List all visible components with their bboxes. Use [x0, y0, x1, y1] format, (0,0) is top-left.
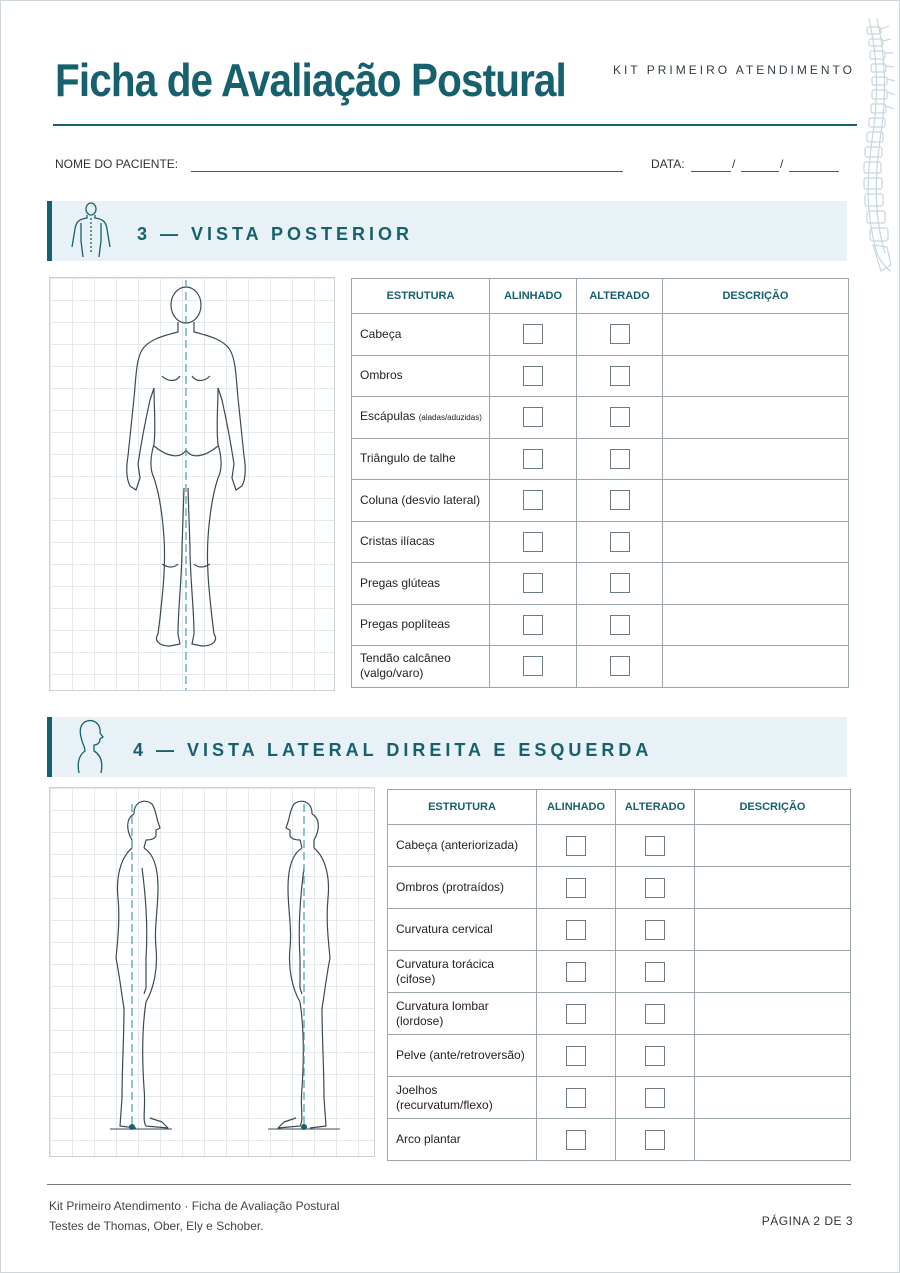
aligned-cell [490, 314, 577, 356]
lateral-figure-left [50, 788, 376, 1158]
lateral-head-icon [73, 717, 109, 775]
section-accent-bar [47, 717, 52, 777]
altered-cell [577, 563, 663, 605]
page-number: PÁGINA 2 DE 3 [761, 1214, 853, 1228]
structure-cell [388, 909, 537, 951]
section-title: 3 — VISTA POSTERIOR [137, 224, 414, 244]
aligned-checkbox[interactable] [566, 1130, 586, 1150]
description-field[interactable] [663, 563, 849, 605]
kit-label: KIT PRIMEIRO ATENDIMENTO [612, 63, 855, 77]
structure-cell [352, 563, 490, 605]
altered-checkbox[interactable] [645, 962, 665, 982]
structure-cell [352, 314, 490, 356]
column-header-structure: ESTRUTURA [388, 790, 537, 825]
altered-cell [577, 646, 663, 688]
altered-cell [577, 438, 663, 480]
description-field[interactable] [663, 521, 849, 563]
description-field[interactable] [695, 867, 851, 909]
description-field[interactable] [663, 604, 849, 646]
aligned-checkbox[interactable] [523, 324, 543, 344]
table-row [352, 314, 849, 356]
structure-cell [352, 604, 490, 646]
spine-icon [847, 13, 897, 275]
aligned-checkbox[interactable] [523, 407, 543, 427]
aligned-cell [537, 867, 616, 909]
altered-checkbox[interactable] [610, 532, 630, 552]
altered-cell [577, 355, 663, 397]
column-header-description: DESCRIÇÃO [695, 790, 851, 825]
aligned-cell [537, 909, 616, 951]
aligned-cell [490, 646, 577, 688]
table-header-row [352, 279, 849, 314]
structure-cell [388, 825, 537, 867]
altered-checkbox[interactable] [645, 1004, 665, 1024]
structure-label: Pregas glúteas [360, 575, 441, 590]
table-row [352, 438, 849, 480]
description-field[interactable] [695, 1035, 851, 1077]
description-field[interactable] [663, 355, 849, 397]
table-row [352, 646, 849, 688]
table-row [388, 993, 851, 1035]
altered-checkbox[interactable] [645, 1130, 665, 1150]
aligned-cell [537, 825, 616, 867]
structure-cell [352, 355, 490, 397]
aligned-cell [490, 563, 577, 605]
structure-label: Cristas ilíacas [360, 534, 435, 549]
page-title: Ficha de Avaliação Postural [55, 54, 566, 106]
altered-checkbox[interactable] [610, 407, 630, 427]
table-row [352, 397, 849, 439]
altered-checkbox[interactable] [645, 920, 665, 940]
description-field[interactable] [695, 825, 851, 867]
aligned-cell [490, 355, 577, 397]
table-row [352, 563, 849, 605]
column-header-altered: ALTERADO [577, 279, 663, 314]
table-row [388, 1119, 851, 1161]
aligned-cell [537, 951, 616, 993]
altered-cell [577, 604, 663, 646]
aligned-cell [490, 438, 577, 480]
altered-cell [616, 825, 695, 867]
aligned-cell [537, 1077, 616, 1119]
structure-cell [388, 1119, 537, 1161]
aligned-cell [537, 993, 616, 1035]
altered-checkbox[interactable] [610, 366, 630, 386]
lateral-table-body [388, 825, 851, 1161]
aligned-checkbox[interactable] [523, 615, 543, 635]
description-field[interactable] [663, 480, 849, 522]
footer-line-1: Kit Primeiro Atendimento · Ficha de Avaliação Postural [49, 1199, 340, 1213]
footer-rule [47, 1184, 851, 1185]
altered-cell [616, 1035, 695, 1077]
structure-label: Joelhos (recurvatum/flexo) [396, 1082, 493, 1112]
altered-cell [616, 993, 695, 1035]
altered-cell [577, 397, 663, 439]
posterior-figure-box [49, 277, 335, 691]
date-separator: / [780, 157, 784, 171]
aligned-cell [490, 397, 577, 439]
altered-checkbox[interactable] [610, 490, 630, 510]
altered-checkbox[interactable] [610, 656, 630, 676]
patient-name-label: NOME DO PACIENTE: [55, 157, 179, 171]
structure-cell [352, 438, 490, 480]
column-header-aligned: ALINHADO [537, 790, 616, 825]
table-row [388, 951, 851, 993]
structure-cell [352, 397, 490, 439]
aligned-checkbox[interactable] [566, 920, 586, 940]
structure-label: Curvatura lombar (lordose) [396, 998, 489, 1028]
table-row [388, 1035, 851, 1077]
altered-cell [616, 1077, 695, 1119]
structure-cell [388, 1035, 537, 1077]
aligned-checkbox[interactable] [566, 962, 586, 982]
structure-label: Pregas poplíteas [360, 617, 451, 632]
table-row [352, 355, 849, 397]
patient-name-field[interactable] [191, 171, 623, 172]
aligned-checkbox[interactable] [566, 836, 586, 856]
description-field[interactable] [695, 1077, 851, 1119]
structure-label: Ombros [360, 368, 403, 383]
altered-checkbox[interactable] [645, 1046, 665, 1066]
altered-cell [577, 521, 663, 563]
table-row [388, 1077, 851, 1119]
altered-cell [616, 867, 695, 909]
date-separator: / [732, 157, 736, 171]
altered-cell [577, 314, 663, 356]
table-row [388, 825, 851, 867]
structure-label: Pelve (ante/retroversão) [396, 1048, 525, 1062]
aligned-checkbox[interactable] [523, 573, 543, 593]
structure-label: Cabeça [360, 326, 402, 341]
altered-checkbox[interactable] [610, 573, 630, 593]
description-field[interactable] [695, 909, 851, 951]
posterior-table-body [352, 314, 849, 688]
structure-label: Coluna (desvio lateral) [360, 492, 481, 507]
aligned-cell [537, 1119, 616, 1161]
description-field[interactable] [663, 314, 849, 356]
table-row [352, 521, 849, 563]
aligned-cell [490, 604, 577, 646]
altered-checkbox[interactable] [610, 449, 630, 469]
altered-checkbox[interactable] [610, 615, 630, 635]
altered-cell [616, 1119, 695, 1161]
lateral-assessment-table [387, 789, 851, 1161]
posterior-body-icon [69, 201, 113, 259]
title-rule [53, 124, 857, 126]
column-header-structure: ESTRUTURA [352, 279, 490, 314]
aligned-checkbox[interactable] [566, 878, 586, 898]
section-header-lateral [47, 717, 847, 777]
altered-checkbox[interactable] [645, 1088, 665, 1108]
altered-cell [616, 951, 695, 993]
structure-label: Ombros (protraídos) [396, 880, 505, 894]
structure-cell [352, 646, 490, 688]
structure-label: Escápulas [360, 409, 416, 424]
posterior-figure [50, 278, 336, 692]
aligned-checkbox[interactable] [523, 449, 543, 469]
date-year-field[interactable] [789, 171, 839, 172]
altered-checkbox[interactable] [645, 836, 665, 856]
table-row [352, 604, 849, 646]
description-field[interactable] [663, 646, 849, 688]
column-header-aligned: ALINHADO [490, 279, 577, 314]
date-month-field[interactable] [741, 171, 779, 172]
structure-cell [388, 867, 537, 909]
section-accent-bar [47, 201, 52, 261]
altered-checkbox[interactable] [645, 878, 665, 898]
lateral-figure-box [49, 787, 375, 1157]
description-field[interactable] [695, 1119, 851, 1161]
description-field[interactable] [663, 397, 849, 439]
table-header-row [388, 790, 851, 825]
aligned-cell [537, 1035, 616, 1077]
structure-cell [388, 993, 537, 1035]
structure-label: Tendão calcâneo (valgo/varo) [360, 651, 451, 681]
description-field[interactable] [695, 993, 851, 1035]
structure-cell [388, 951, 537, 993]
structure-label: Triângulo de talhe [360, 451, 456, 466]
structure-cell [388, 1077, 537, 1119]
column-header-altered: ALTERADO [616, 790, 695, 825]
altered-cell [616, 909, 695, 951]
structure-label: Cabeça (anteriorizada) [396, 838, 519, 852]
altered-checkbox[interactable] [610, 324, 630, 344]
table-row [352, 480, 849, 522]
structure-label: Curvatura cervical [396, 922, 493, 936]
aligned-cell [490, 521, 577, 563]
posterior-assessment-table [351, 278, 849, 688]
aligned-checkbox[interactable] [566, 1004, 586, 1024]
structure-note: (aladas/aduzidas) [418, 413, 482, 423]
footer-line-2: Testes de Thomas, Ober, Ely e Schober. [49, 1219, 264, 1233]
section-header-posterior [47, 201, 847, 261]
description-field[interactable] [663, 438, 849, 480]
altered-cell [577, 480, 663, 522]
aligned-checkbox[interactable] [566, 1046, 586, 1066]
table-row [388, 909, 851, 951]
structure-cell [352, 480, 490, 522]
aligned-checkbox[interactable] [566, 1088, 586, 1108]
date-day-field[interactable] [691, 171, 731, 172]
section-title: 4 — VISTA LATERAL DIREITA E ESQUERDA [133, 740, 653, 760]
date-label: DATA: [651, 157, 685, 171]
aligned-checkbox[interactable] [523, 532, 543, 552]
structure-cell [352, 521, 490, 563]
aligned-cell [490, 480, 577, 522]
table-row [388, 867, 851, 909]
aligned-checkbox[interactable] [523, 490, 543, 510]
aligned-checkbox[interactable] [523, 366, 543, 386]
structure-label: Arco plantar [396, 1132, 461, 1146]
aligned-checkbox[interactable] [523, 656, 543, 676]
structure-label: Curvatura torácica (cifose) [396, 956, 495, 986]
description-field[interactable] [695, 951, 851, 993]
column-header-description: DESCRIÇÃO [663, 279, 849, 314]
